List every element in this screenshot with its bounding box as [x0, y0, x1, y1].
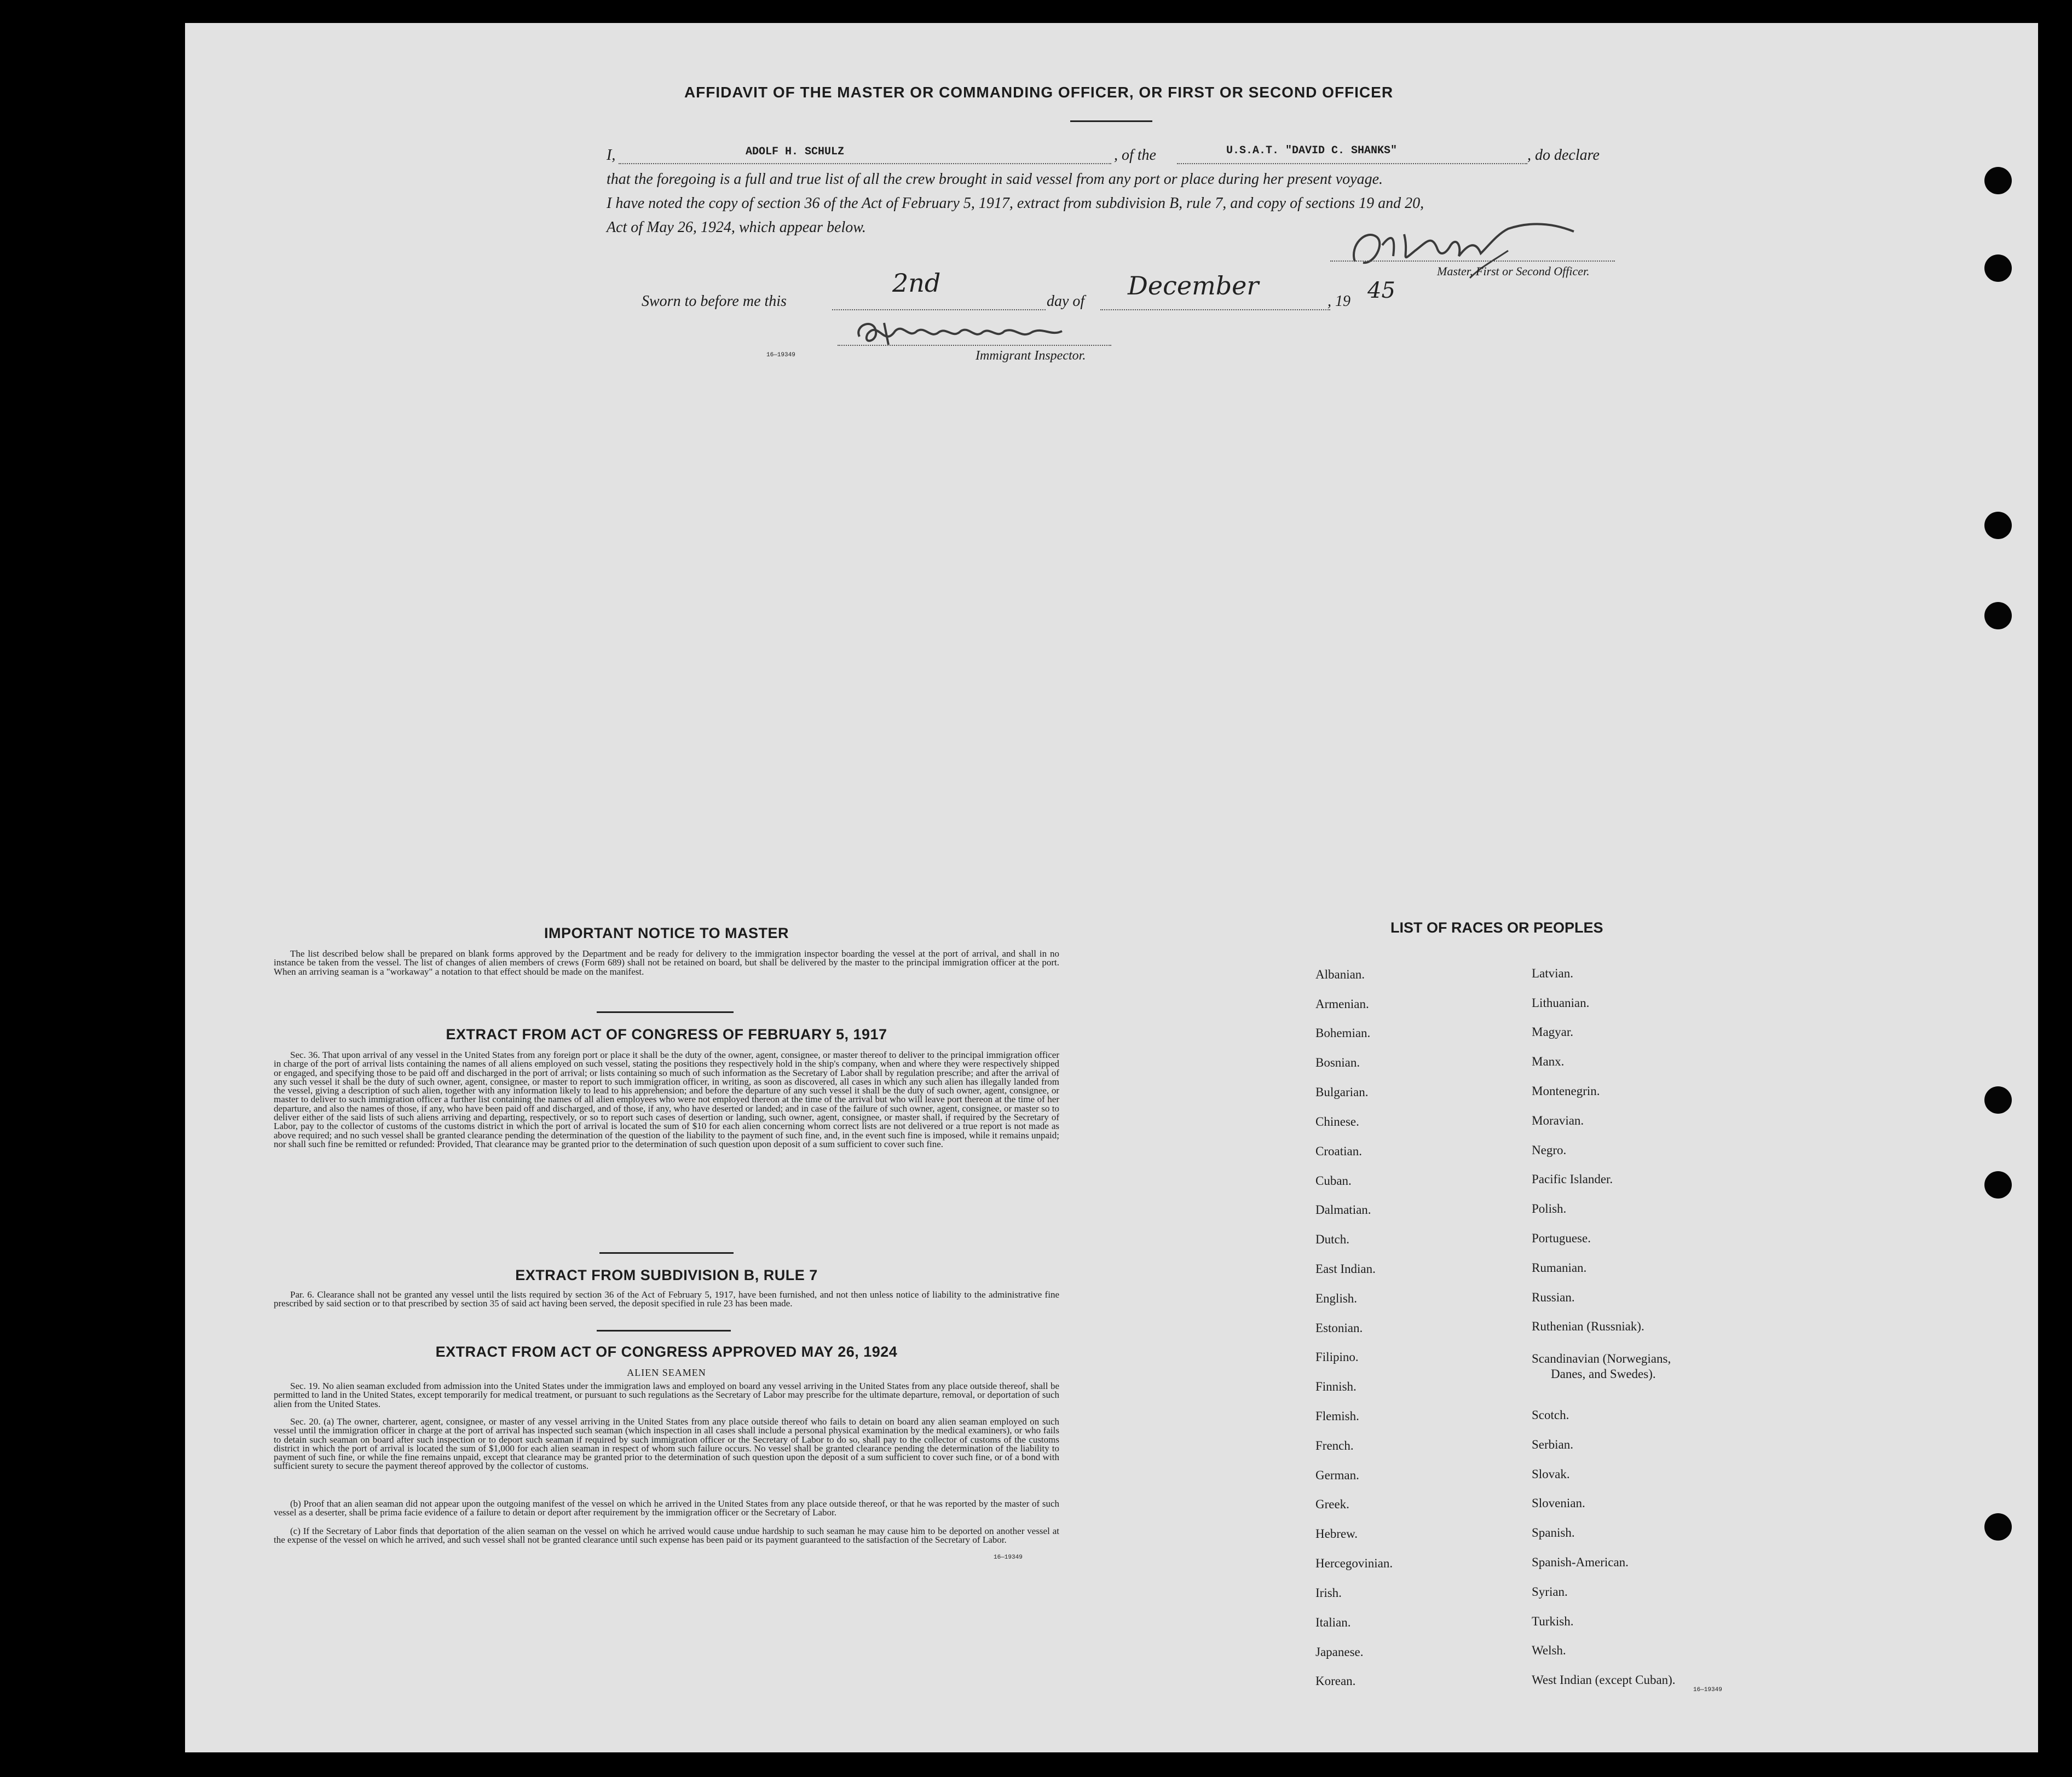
affidavit-line-4: Act of May 26, 1924, which appear below. [607, 219, 866, 236]
day-value: 2nd [892, 268, 941, 298]
race-item: Hercegovinian. [1315, 1556, 1393, 1570]
race-item: Danes, and Swedes). [1551, 1367, 1656, 1381]
race-item: Moravian. [1532, 1114, 1584, 1127]
race-item: Russian. [1532, 1290, 1575, 1304]
race-item: Lithuanian. [1532, 996, 1590, 1010]
notice-text: The list described below shall be prepared on blank forms approved by the Department and be ready for delivery to the immigration inspector boarding the vessel at the port of arrival, and shall in no instance be taken from the vessel. The list of changes of alien members of crews (Form 689) shall not be retained on board, but shall be delivered by the master to the principal immigration officer at the port. When an arriving seaman is a "workaway" a notation to that effect should be made on the manifest. [274, 948, 1059, 977]
i-label: I, [607, 147, 616, 164]
race-item: Hebrew. [1315, 1527, 1358, 1541]
section-20b-text: (b) Proof that an alien seaman did not appear upon the outgoing manifest of the vessel on which he arrived in the United States from any place outside thereof, or that he was reported by the master of such vessel as a deserter, shall be prima facie evidence of a failure to detain or deport after requirement by the immigration officer or the Secretary of Labor. [274, 1498, 1059, 1518]
race-item: Filipino. [1315, 1350, 1359, 1364]
races-title: LIST OF RACES OR PEOPLES [1390, 919, 1603, 936]
form-number: 16—19349 [766, 352, 795, 358]
extract-1924-title: EXTRACT FROM ACT OF CONGRESS APPROVED MAY 26, 1924 [435, 1344, 898, 1360]
race-item: Bohemian. [1315, 1026, 1371, 1040]
race-item: Cuban. [1315, 1174, 1352, 1188]
race-item: Serbian. [1532, 1438, 1574, 1451]
rule-7-text: Par. 6. Clearance shall not be granted any vessel until the lists required by section 36 of the Act of February 5, 1917, have been furnished, and not then unless notice of liability to the administrative fine prescribed by said section or to that prescribed by section 35 of said act having been served, the deposit specified in rule 23 has been made. [274, 1289, 1059, 1309]
form-number: 16—19349 [994, 1554, 1023, 1561]
master-label: Master, First or Second Officer. [1437, 264, 1590, 278]
race-item: Croatian. [1315, 1144, 1362, 1158]
race-item: German. [1315, 1468, 1359, 1482]
section-20c-text: (c) If the Secretary of Labor finds that deportation of the alien seaman on the vessel on which he arrived would cause undue hardship to such seaman he may cause him to be deported on another vessel at the expense of the vessel on which he arrived, and such vessel shall not be granted clearance until such expense has been paid or its payment guaranteed to the satisfaction of the Secretary of Labor. [274, 1526, 1059, 1546]
race-item: Rumanian. [1532, 1261, 1587, 1275]
extract-1917-title: EXTRACT FROM ACT OF CONGRESS OF FEBRUARY 5, 1917 [446, 1026, 887, 1043]
inspector-label: Immigrant Inspector. [976, 349, 1086, 363]
race-item: Slovak. [1532, 1467, 1570, 1481]
race-item: Spanish-American. [1532, 1555, 1629, 1569]
race-item: Latvian. [1532, 966, 1573, 980]
race-item: Pacific Islander. [1532, 1172, 1613, 1186]
form-number: 16—19349 [1693, 1687, 1722, 1693]
race-item: Bulgarian. [1315, 1085, 1369, 1099]
of-the-label: , of the [1114, 147, 1156, 164]
race-item: Greek. [1315, 1497, 1349, 1511]
race-item: Scandinavian (Norwegians, [1532, 1352, 1671, 1365]
race-item: West Indian (except Cuban). [1532, 1673, 1676, 1687]
race-item: Dutch. [1315, 1232, 1349, 1246]
affidavit-line-2: that the foregoing is a full and true list of all the crew brought in said vessel from any port or place during her present voyage. [607, 171, 1383, 188]
race-item: Korean. [1315, 1674, 1356, 1688]
year-label: , 19 [1328, 293, 1350, 310]
race-item: Manx. [1532, 1055, 1565, 1068]
affidavit-line-3: I have noted the copy of section 36 of the Act of February 5, 1917, extract from subdivision B, rule 7, and copy of sections 19 and 20, [607, 195, 1424, 212]
race-item: Ruthenian (Russniak). [1532, 1319, 1644, 1333]
race-item: Portuguese. [1532, 1231, 1591, 1245]
affidavit-title: AFFIDAVIT OF THE MASTER OR COMMANDING OFFICER, OR FIRST OR SECOND OFFICER [684, 84, 1394, 101]
race-item: Welsh. [1532, 1643, 1566, 1657]
race-item: Chinese. [1315, 1115, 1359, 1128]
race-item: French. [1315, 1439, 1354, 1452]
race-item: Bosnian. [1315, 1056, 1360, 1069]
vessel-name: U.S.A.T. "DAVID C. SHANKS" [1226, 144, 1398, 157]
race-item: Syrian. [1532, 1585, 1568, 1599]
day-of-label: day of [1047, 293, 1085, 310]
race-item: Polish. [1532, 1202, 1567, 1215]
race-item: Japanese. [1315, 1645, 1364, 1659]
extract-1917-text: Sec. 36. That upon arrival of any vessel in the United States from any foreign port or place it shall be the duty of the owner, agent, consignee, or master thereof to deliver to the principal immigration officer in charge of the port of arrival lists containing the names of all aliens employed on such vessel, stating the positions they respectively hold in the ship's company, when and where they were respectively shipped or engaged, and specifying those to be paid off and discharged in the port of arrival; or lists containing so much of such information as the Secretary of Labor shall by regulation prescribe; and after the arrival of any such vessel it shall be the duty of such owner, agent, consignee, or master to report to such immigration officer, in writing, as soon as discovered, all cases in which any such alien has illegally landed from the vessel, giving a description of such alien, together with any information likely to lead to his apprehension; and before the departure of any such vessel it shall be the duty of such owner, agent, consignee, or master to deliver to such immigration officer a further list containing the names of all alien employees who were not employed thereon at the time of the arrival but who will leave port thereon at the time of her departure, and also the names of those, if any, who have been paid off and discharged, and of those, if any, who have deserted or landed; and in case of the failure of such owner, agent, consignee, or master so to deliver either of the said lists of such aliens arriving and departing, respectively, or so to report such cases of desertion or landing, such owner, agent, consignee, or master shall, if required by the Secretary of Labor, pay to the collector of customs of the customs district in which the port of arrival is located the sum of $10 for each alien concerning whom correct lists are not delivered or a true report is not made as above required; and no such vessel shall be granted clearance pending the determination of the question of the liability to the payment of such fine, and, in the event such fine is imposed, while it remains unpaid; nor shall such fine be remitted or refunded: Provided, That clearance may be granted prior to the determination of such question upon deposit of a sum sufficient to cover such fine. [274, 1050, 1059, 1149]
race-item: Slovenian. [1532, 1496, 1585, 1510]
race-item: Spanish. [1532, 1526, 1575, 1539]
do-declare-label: , do declare [1527, 147, 1600, 164]
race-item: Armenian. [1315, 997, 1369, 1011]
race-item: Flemish. [1315, 1409, 1359, 1423]
alien-seamen-subtitle: ALIEN SEAMEN [627, 1367, 706, 1378]
month-value: December [1128, 271, 1259, 300]
race-item: Magyar. [1532, 1025, 1574, 1039]
notice-title: IMPORTANT NOTICE TO MASTER [544, 925, 789, 941]
race-item: Estonian. [1315, 1321, 1363, 1335]
master-name: ADOLF H. SCHULZ [746, 146, 845, 158]
race-item: Finnish. [1315, 1380, 1357, 1393]
race-item: Turkish. [1532, 1614, 1574, 1628]
race-item: Irish. [1315, 1586, 1342, 1600]
race-item: English. [1315, 1292, 1358, 1305]
race-item: Montenegrin. [1532, 1084, 1600, 1098]
race-item: East Indian. [1315, 1262, 1376, 1276]
year-value: 45 [1367, 278, 1395, 303]
section-20a-text: Sec. 20. (a) The owner, charterer, agent, consignee, or master of any vessel arriving in the United States from any place outside thereof who fails to detain on board any alien seaman employed on such vessel until the immigration officer in charge at the port of arrival has inspected such seaman (which inspection in all cases shall include a personal physical examination by the medical examiners), or who fails to detain such seaman on board after such inspection or to deport such seaman if required by such immigration officer or the Secretary of Labor to do so, shall pay to the collector of customs of the customs district in which the port of arrival is located the sum of $1,000 for each alien seaman in respect of whom such failure occurs. No vessel shall be granted clearance pending the determination of the liability to payment of such fine, or while the fine remains unpaid, except that clearance may be granted prior to the determination of such question upon the deposit of a sum sufficient to cover such fine, or of a bond with sufficient surety to secure the payment thereof approved by the collector of customs. [274, 1416, 1059, 1472]
race-item: Negro. [1532, 1143, 1567, 1157]
rule-7-title: EXTRACT FROM SUBDIVISION B, RULE 7 [515, 1267, 818, 1283]
race-item: Scotch. [1532, 1408, 1569, 1422]
sworn-label: Sworn to before me this [642, 293, 787, 310]
race-item: Italian. [1315, 1616, 1351, 1629]
race-item: Dalmatian. [1315, 1203, 1371, 1217]
race-item: Albanian. [1315, 968, 1365, 981]
section-19-text: Sec. 19. No alien seaman excluded from admission into the United States under the immigration laws and employed on board any vessel arriving in the United States from any place outside thereof, shall be permitted to land in the United States, except temporarily for medical treatment, or pursuant to such regulations as the Secretary of Labor may prescribe for the ultimate departure, removal, or deportation of such alien from the United States. [274, 1381, 1059, 1409]
